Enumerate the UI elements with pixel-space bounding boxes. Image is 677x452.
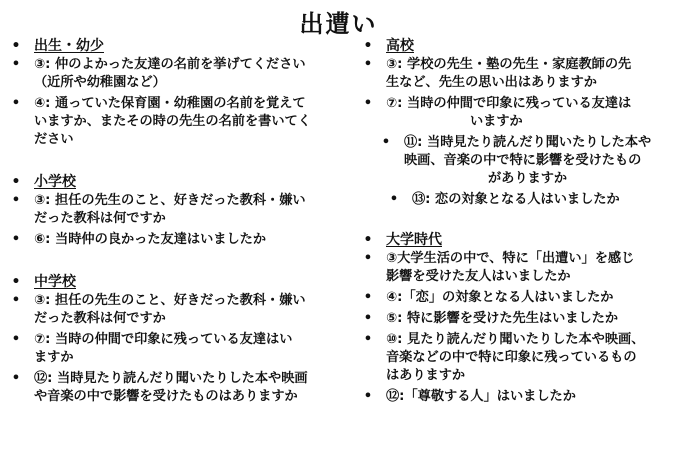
item-line: ③: 担任の先生のこと、好きだった教科・嫌い [34, 293, 306, 308]
heading-text: 大学時代 [386, 232, 442, 248]
left-column [6, 36, 342, 409]
item-line: ⑪: 当時見たり読んだり聞いたりした本や [404, 135, 652, 150]
section-heading-elementary [6, 172, 342, 192]
bullet: • [363, 332, 373, 347]
item-line: ⑦: 当時の仲間で印象に残っている友達はい [34, 332, 293, 347]
bullet: • [11, 293, 21, 308]
item-line: 音楽などの中で特に印象に残っているもの [386, 350, 637, 365]
bullet: • [11, 174, 21, 190]
list-item [358, 388, 674, 406]
list-item [358, 310, 674, 328]
item-line: ますか [34, 350, 74, 365]
item-line: いますか [470, 114, 523, 129]
bullet: • [363, 389, 373, 404]
item-line: 生など、先生の思い出はありますか [386, 75, 597, 90]
item-line: だった教科は何ですか [34, 311, 166, 326]
bullet: • [11, 232, 21, 247]
item-line: はありますか [386, 368, 466, 383]
item-line: だった教科は何ですか [34, 211, 166, 226]
bullet: • [381, 135, 391, 150]
item-line: ⑤: 特に影響を受けた先生はいましたか [386, 311, 619, 326]
right-column [358, 36, 674, 409]
list-item [6, 292, 342, 328]
item-line: いますか、またその時の先生の名前を書いてく [34, 114, 311, 129]
item-line: ⑫:「尊敬する人」はいましたか [386, 389, 576, 404]
item-line: ④:「恋」の対象となる人はいましたか [386, 290, 614, 305]
item-line: ③: 学校の先生・塾の先生・家庭教師の先 [386, 57, 632, 72]
item-line: や音楽の中で影響を受けたものはありますか [34, 389, 298, 404]
item-line: ⑦: 当時の仲間で印象に残っている友達は [386, 96, 632, 111]
item-line: ⑥: 当時仲の良かった友達はいましたか [34, 232, 267, 247]
heading-text: 高校 [386, 38, 414, 54]
bullet: • [11, 274, 21, 290]
item-line: ③: 仲のよかった友達の名前を挙げてください [34, 57, 306, 72]
list-item [6, 192, 342, 228]
list-item [6, 56, 342, 92]
bullet: • [363, 96, 373, 111]
heading-text: 小学校 [34, 174, 76, 190]
bullet: • [11, 38, 21, 54]
bullet: • [11, 57, 21, 72]
list-item [6, 95, 342, 149]
item-line: ③大学生活の中で、特に「出遭い」を感じ [386, 251, 635, 266]
list-item [6, 331, 342, 367]
item-line: ⑫: 当時見たり読んだり聞いたりした本や映画 [34, 371, 308, 386]
item-line: ⑩: 見たり読んだり聞いたりした本や映画、 [386, 332, 645, 347]
heading-text: 出生・幼少 [34, 38, 104, 54]
item-line: ⑬: 恋の対象となる人はいましたか [412, 192, 620, 207]
bullet: • [11, 96, 21, 111]
list-item [358, 95, 674, 131]
bullet: • [11, 193, 21, 208]
heading-text: 中学校 [34, 274, 76, 290]
bullet: • [363, 251, 373, 266]
item-line: がありますか [488, 171, 568, 186]
item-line: ④: 通っていた保育園・幼稚園の名前を覚えて [34, 96, 306, 111]
section-heading-junior-high [6, 272, 342, 292]
bullet: • [11, 371, 21, 386]
list-item [358, 331, 674, 385]
bullet: • [389, 192, 399, 207]
list-item [358, 289, 674, 307]
list-item [358, 250, 674, 286]
bullet: • [363, 38, 373, 54]
list-item [358, 56, 674, 92]
bullet: • [363, 232, 373, 248]
item-line: ださい [34, 132, 74, 147]
bullet: • [363, 290, 373, 305]
bullet: • [11, 332, 21, 347]
item-line: （近所や幼稚園など） [34, 75, 166, 90]
list-item [6, 370, 342, 406]
bullet: • [363, 57, 373, 72]
item-line: 映画、音楽の中で特に影響を受けたもの [404, 153, 642, 168]
section-heading-university [358, 230, 674, 250]
page-title: 出遭い [299, 10, 378, 38]
list-item [358, 191, 674, 209]
item-line: ③: 担任の先生のこと、好きだった教科・嫌い [34, 193, 306, 208]
section-heading-birth-childhood [6, 36, 342, 56]
bullet: • [363, 311, 373, 326]
section-heading-high-school [358, 36, 674, 56]
item-line: 影響を受けた友人はいましたか [386, 269, 571, 284]
list-item [358, 134, 674, 188]
list-item [6, 231, 342, 249]
